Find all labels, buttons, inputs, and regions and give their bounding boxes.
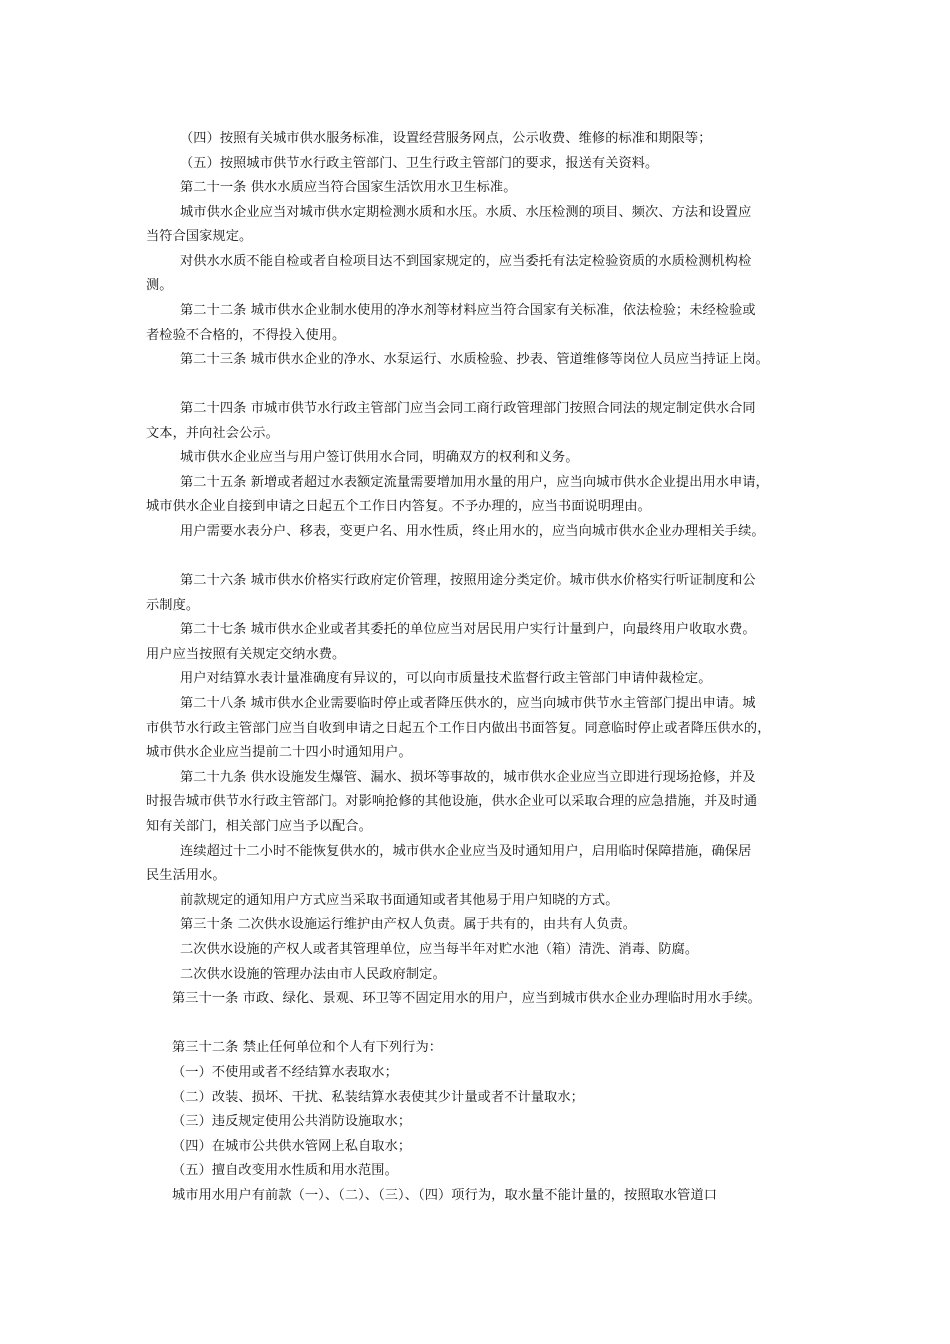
text-line: 连续超过十二小时不能恢复供水的，城市供水企业应当及时通知用户，启用临时保障措施，确保居 bbox=[180, 844, 752, 859]
text-line: 当符合国家规定。 bbox=[146, 229, 253, 244]
text-line: 用户应当按照有关规定交纳水费。 bbox=[146, 647, 346, 662]
text-line: 民生活用水。 bbox=[146, 868, 226, 883]
text-line: 二次供水设施的管理办法由市人民政府制定。 bbox=[180, 967, 446, 982]
list-item: （五）擅自改变用水性质和用水范围。 bbox=[172, 1163, 398, 1178]
text-line: 城市供水企业自接到申请之日起五个工作日内答复。不予办理的，应当书面说明理由。 bbox=[146, 499, 651, 514]
article-27-heading: 第二十七条 城市供水企业或者其委托的单位应当对居民用户实行计量到户，向最终用户收取水费。 bbox=[180, 622, 756, 637]
text-line: （五）按照城市供节水行政主管部门、卫生行政主管部门的要求，报送有关资料。 bbox=[180, 156, 659, 171]
text-line: 城市供水企业应当提前二十四小时通知用户。 bbox=[146, 745, 412, 760]
list-item: （二）改装、损坏、干扰、私装结算水表使其少计量或者不计量取水； bbox=[172, 1090, 584, 1105]
article-31-heading: 第三十一条 市政、绿化、景观、环卫等不固定用水的用户，应当到城市供水企业办理临时用水手续。 bbox=[172, 991, 761, 1006]
text-line: （四）按照有关城市供水服务标准，设置经营服务网点，公示收费、维修的标准和期限等； bbox=[180, 131, 712, 146]
text-line: 前款规定的通知用户方式应当采取书面通知或者其他易于用户知晓的方式。 bbox=[180, 893, 619, 908]
text-line: 对供水水质不能自检或者自检项目达不到国家规定的，应当委托有法定检验资质的水质检测机构检 bbox=[180, 254, 752, 269]
text-line: 时报告城市供节水行政主管部门。对影响抢修的其他设施，供水企业可以采取合理的应急措施，并及时通 bbox=[146, 794, 758, 809]
text-line: 示制度。 bbox=[146, 598, 200, 613]
text-line: 用户对结算水表计量准确度有异议的，可以向市质量技术监督行政主管部门申请仲裁检定。 bbox=[180, 671, 712, 686]
list-item: （一）不使用或者不经结算水表取水； bbox=[172, 1065, 398, 1080]
article-30-heading: 第三十条 二次供水设施运行维护由产权人负责。属于共有的，由共有人负责。 bbox=[180, 917, 637, 932]
text-line: 知有关部门，相关部门应当予以配合。 bbox=[146, 819, 372, 834]
list-item: （三）违反规定使用公共消防设施取水； bbox=[172, 1114, 412, 1129]
article-32-heading: 第三十二条 禁止任何单位和个人有下列行为： bbox=[172, 1040, 443, 1055]
article-23-heading: 第二十三条 城市供水企业的净水、水泵运行、水质检验、抄表、管道维修等岗位人员应当持证上岗。 bbox=[180, 352, 769, 367]
text-line: 文本，并向社会公示。 bbox=[146, 426, 279, 441]
text-line: 者检验不合格的，不得投入使用。 bbox=[146, 328, 346, 343]
article-25-heading: 第二十五条 新增或者超过水表额定流量需要增加用水量的用户，应当向城市供水企业提出用水申请， bbox=[180, 475, 769, 490]
text-line: 二次供水设施的产权人或者其管理单位，应当每半年对贮水池（箱）清洗、消毒、防腐。 bbox=[180, 942, 699, 957]
list-item: （四）在城市公共供水管网上私自取水； bbox=[172, 1139, 412, 1154]
article-21-heading: 第二十一条 供水水质应当符合国家生活饮用水卫生标准。 bbox=[180, 180, 517, 195]
text-line: 城市供水企业应当对城市供水定期检测水质和水压。水质、水压检测的项目、频次、方法和设置应 bbox=[180, 205, 752, 220]
article-28-heading: 第二十八条 城市供水企业需要临时停止或者降压供水的，应当向城市供节水主管部门提出申请。城 bbox=[180, 696, 756, 711]
text-line: 市供节水行政主管部门应当自收到申请之日起五个工作日内做出书面答复。同意临时停止或者降压供水的， bbox=[146, 721, 771, 736]
article-29-heading: 第二十九条 供水设施发生爆管、漏水、损坏等事故的，城市供水企业应当立即进行现场抢修，并及 bbox=[180, 770, 756, 785]
article-24-heading: 第二十四条 市城市供节水行政主管部门应当会同工商行政管理部门按照合同法的规定制定供水合同 bbox=[180, 401, 756, 416]
text-line: 测。 bbox=[146, 278, 173, 293]
text-line: 城市用水用户有前款（一）、（二）、（三）、（四）项行为，取水量不能计量的，按照取水管道口 bbox=[172, 1188, 718, 1203]
text-line: 用户需要水表分户、移表，变更户名、用水性质，终止用水的，应当向城市供水企业办理相关手续。 bbox=[180, 524, 765, 539]
article-22-heading: 第二十二条 城市供水企业制水使用的净水剂等材料应当符合国家有关标准，依法检验；未经检验或 bbox=[180, 303, 756, 318]
article-26-heading: 第二十六条 城市供水价格实行政府定价管理，按照用途分类定价。城市供水价格实行听证制度和公 bbox=[180, 573, 756, 588]
text-line: 城市供水企业应当与用户签订供用水合同，明确双方的权利和义务。 bbox=[180, 450, 579, 465]
